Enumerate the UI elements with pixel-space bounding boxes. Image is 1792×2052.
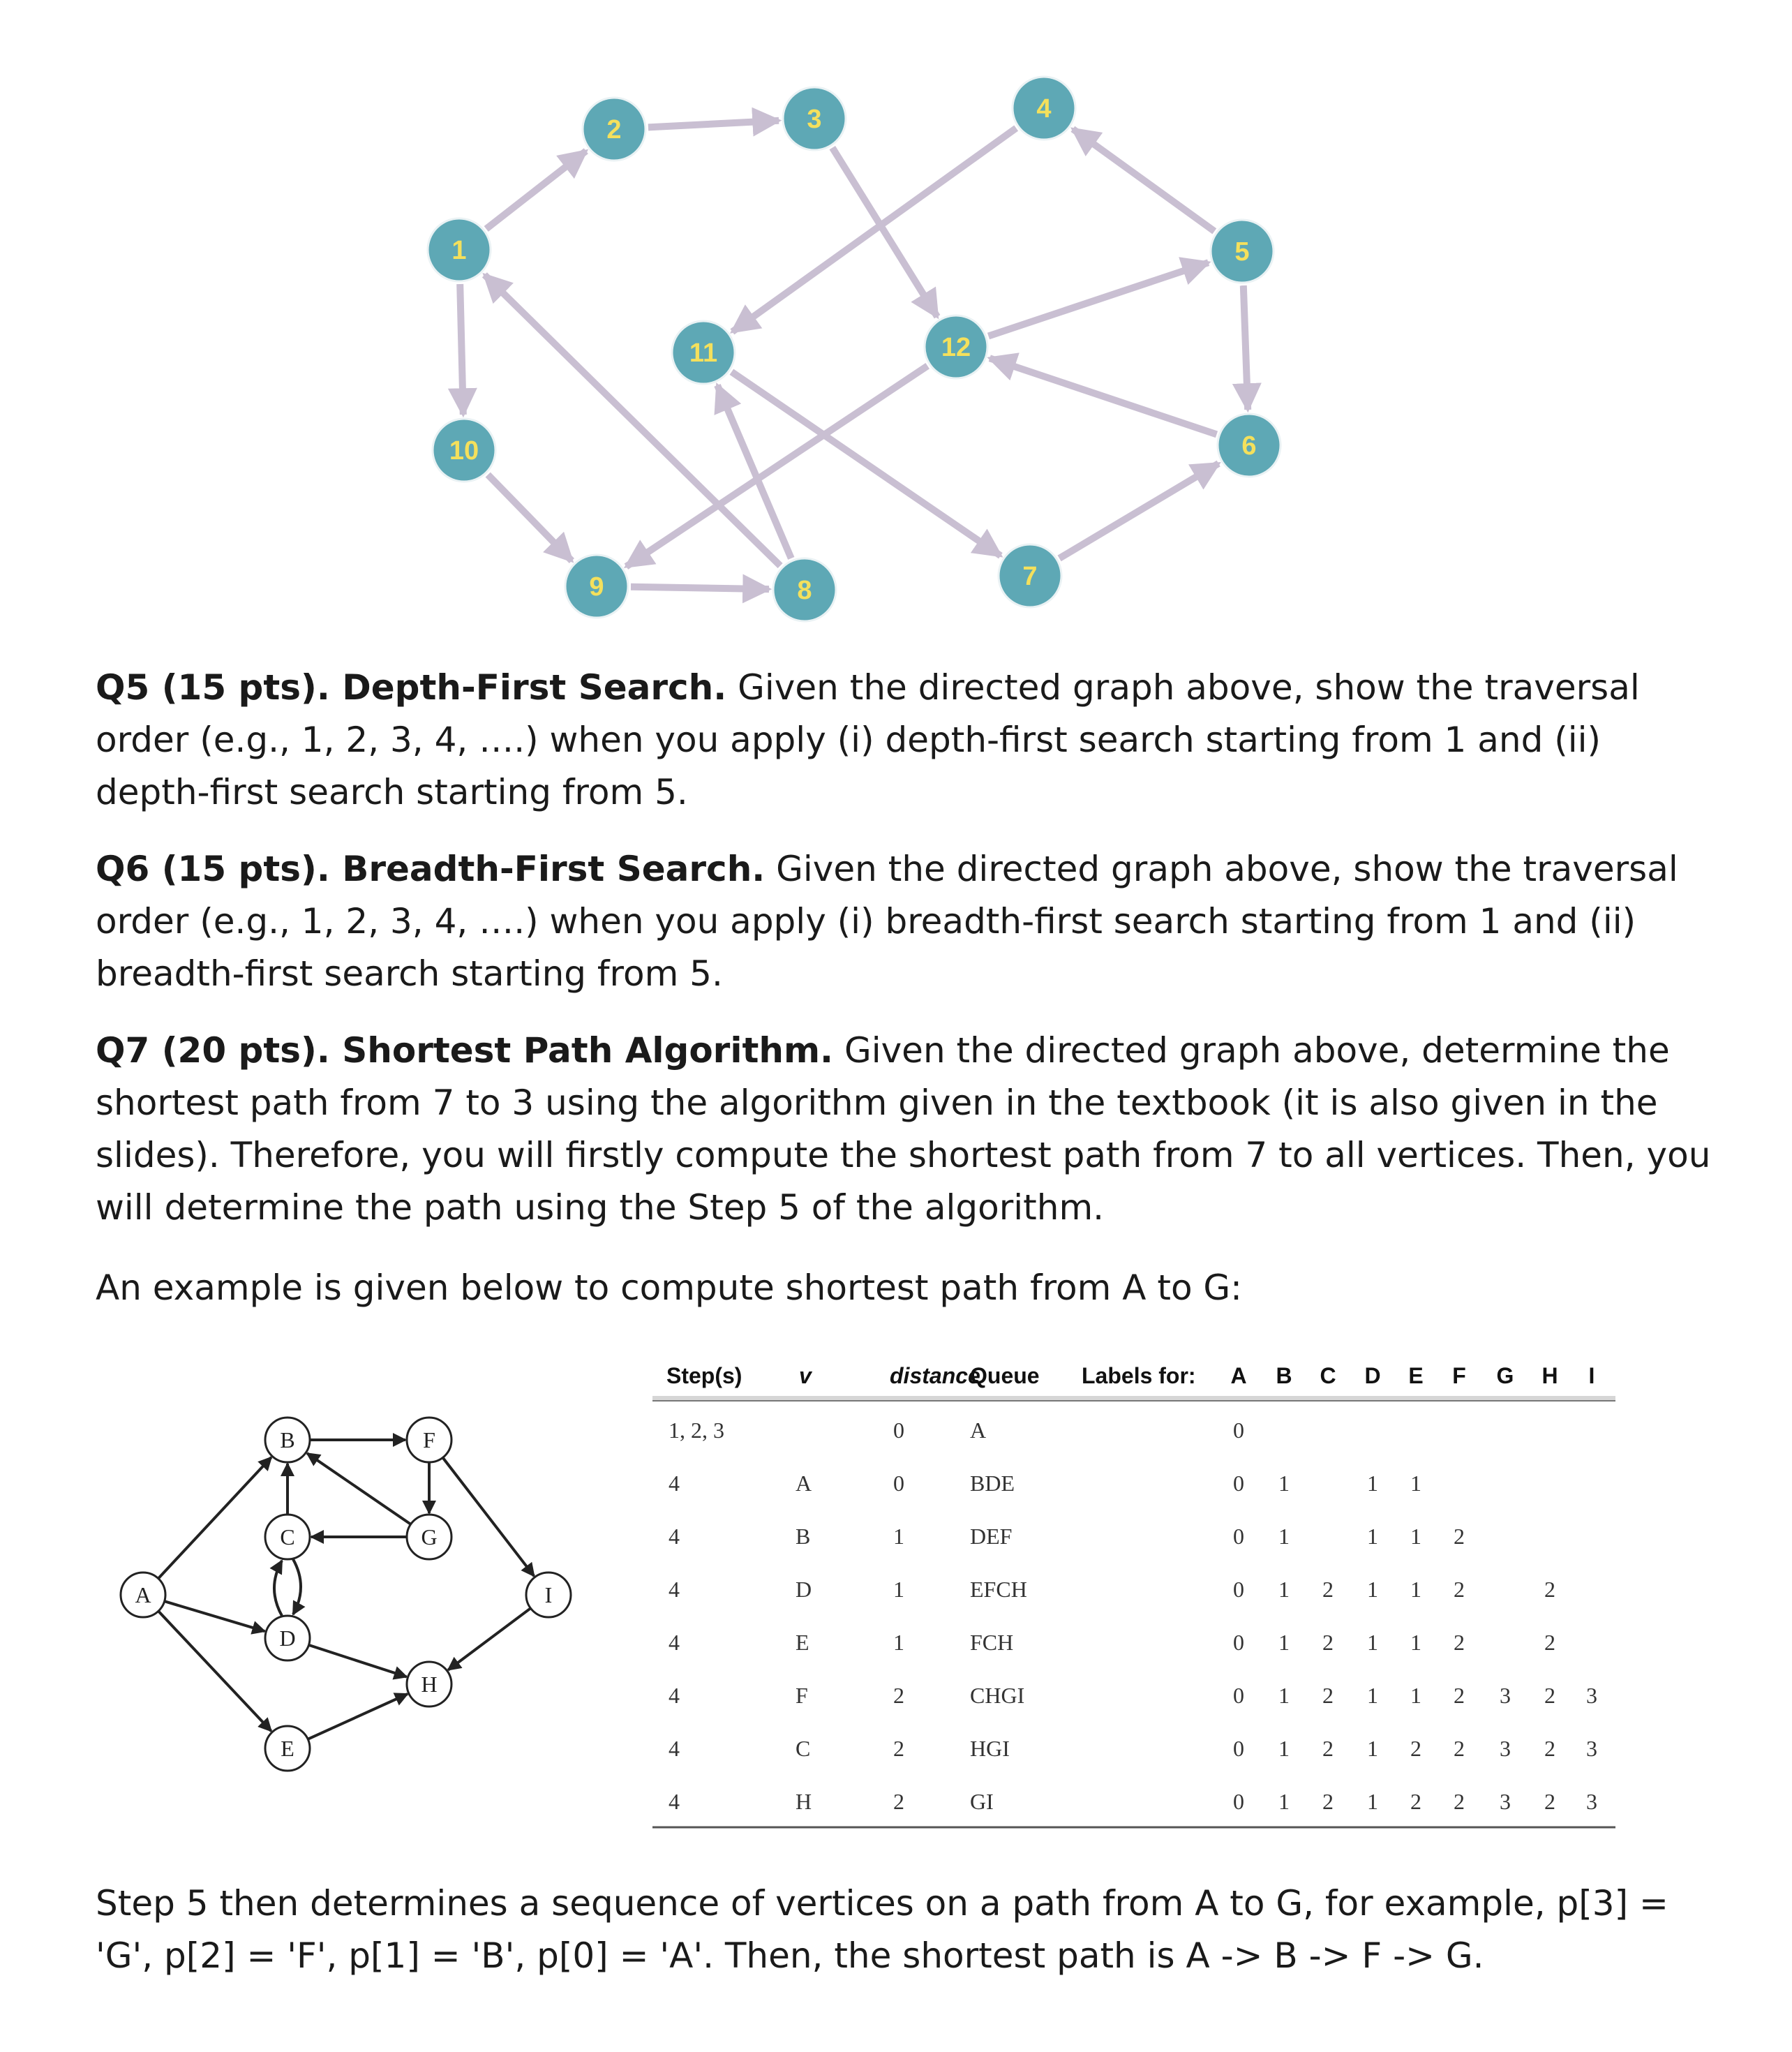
example-graph xyxy=(105,1385,579,1776)
header-vertex-C: C xyxy=(1320,1363,1336,1388)
graph-node-label: 12 xyxy=(941,333,971,362)
cell-label-F: 2 xyxy=(1454,1577,1465,1602)
graph-node-10 xyxy=(433,419,495,482)
edge-12-to-5 xyxy=(989,262,1209,336)
cell-label-A: 0 xyxy=(1233,1630,1244,1655)
cell-steps: 4 xyxy=(669,1471,680,1496)
cell-label-D: 1 xyxy=(1367,1577,1378,1602)
edge-4-to-11 xyxy=(732,128,1016,332)
example-node-label: F xyxy=(423,1427,435,1452)
q6-text: Given the directed graph above, show the traversal order (e.g., 1, 2, 3, 4, ….) when you apply (i) breadth-first search starting from 1 and (ii) breadth-first search starting from 5. xyxy=(96,849,1678,994)
example-edge-F-to-I xyxy=(443,1457,535,1576)
example-edge-G-to-B xyxy=(307,1453,410,1524)
edge-11-to-7 xyxy=(731,372,1001,556)
cell-label-A: 0 xyxy=(1233,1418,1244,1443)
cell-label-A: 0 xyxy=(1233,1789,1244,1814)
example-edge-E-to-H xyxy=(308,1694,408,1739)
cell-label-B: 1 xyxy=(1278,1577,1290,1602)
directed-graph-top xyxy=(0,0,1792,628)
edge-9-to-8 xyxy=(631,587,769,589)
cell-label-G: 3 xyxy=(1500,1736,1511,1761)
cell-label-B: 1 xyxy=(1278,1789,1290,1814)
graph-node-3 xyxy=(783,87,846,150)
cell-label-F: 2 xyxy=(1454,1736,1465,1761)
cell-distance: 2 xyxy=(893,1736,904,1761)
edge-2-to-3 xyxy=(648,121,779,128)
q7-heading: Q7 (20 pts). Shortest Path Algorithm. xyxy=(96,1030,834,1071)
cell-distance: 2 xyxy=(893,1683,904,1708)
example-node-label: H xyxy=(421,1672,438,1697)
cell-queue: EFCH xyxy=(970,1577,1027,1602)
table-row xyxy=(669,1630,1555,1655)
graph-node-label: 8 xyxy=(797,576,812,605)
table-row xyxy=(669,1471,1421,1496)
cell-queue: GI xyxy=(970,1789,994,1814)
example-node-G xyxy=(407,1515,451,1559)
cell-steps: 4 xyxy=(669,1630,680,1655)
cell-label-B: 1 xyxy=(1278,1524,1290,1549)
example-node-D xyxy=(265,1616,310,1660)
example-edge-D-to-H xyxy=(308,1645,406,1677)
cell-label-I: 3 xyxy=(1586,1789,1597,1814)
cell-steps: 4 xyxy=(669,1577,680,1602)
cell-label-H: 2 xyxy=(1544,1683,1555,1708)
cell-label-C: 2 xyxy=(1322,1683,1334,1708)
cell-queue: BDE xyxy=(970,1471,1015,1496)
cell-label-E: 1 xyxy=(1410,1577,1421,1602)
graph-node-label: 9 xyxy=(589,572,604,602)
cell-label-B: 1 xyxy=(1278,1683,1290,1708)
example-intro: An example is given below to compute shortest path from A to G: xyxy=(96,1267,1243,1308)
cell-label-C: 2 xyxy=(1322,1630,1334,1655)
cell-steps: 4 xyxy=(669,1683,680,1708)
header-vertex-A: A xyxy=(1230,1363,1247,1388)
example-edge-C-to-D xyxy=(293,1559,301,1614)
header-labels-for: Labels for: xyxy=(1082,1363,1196,1388)
example-node-label: D xyxy=(279,1626,296,1651)
edge-8-to-11 xyxy=(717,385,791,558)
cell-label-C: 2 xyxy=(1322,1736,1334,1761)
cell-label-H: 2 xyxy=(1544,1736,1555,1761)
example-node-label: C xyxy=(280,1524,295,1549)
cell-label-D: 1 xyxy=(1367,1630,1378,1655)
edge-1-to-2 xyxy=(486,151,586,229)
graph-node-8 xyxy=(773,558,836,621)
header-vertex-H: H xyxy=(1541,1363,1558,1388)
table-row xyxy=(669,1524,1465,1549)
q6-heading: Q6 (15 pts). Breadth-First Search. xyxy=(96,849,766,889)
example-edge-A-to-D xyxy=(165,1601,265,1631)
cell-label-G: 3 xyxy=(1500,1683,1511,1708)
cell-queue: HGI xyxy=(970,1736,1010,1761)
cell-v: B xyxy=(796,1524,811,1549)
graph-node-4 xyxy=(1013,77,1075,140)
cell-label-H: 2 xyxy=(1544,1630,1555,1655)
graph-node-11 xyxy=(672,321,735,384)
example-edge-D-to-C xyxy=(274,1561,282,1616)
edge-12-to-9 xyxy=(626,366,927,567)
q6-paragraph xyxy=(96,843,1715,1000)
example-node-label: A xyxy=(135,1582,151,1607)
example-node-H xyxy=(407,1662,451,1707)
cell-label-I: 3 xyxy=(1586,1683,1597,1708)
cell-label-D: 1 xyxy=(1367,1471,1378,1496)
cell-queue: DEF xyxy=(970,1524,1013,1549)
table-row xyxy=(669,1418,1244,1443)
example-node-E xyxy=(265,1726,310,1771)
table-row xyxy=(669,1577,1555,1602)
cell-distance: 2 xyxy=(893,1789,904,1814)
cell-queue: FCH xyxy=(970,1630,1014,1655)
header-distance: distance xyxy=(890,1363,980,1388)
example-node-label: I xyxy=(544,1582,553,1607)
cell-label-F: 2 xyxy=(1454,1630,1465,1655)
cell-steps: 1, 2, 3 xyxy=(669,1418,724,1443)
cell-label-B: 1 xyxy=(1278,1471,1290,1496)
example-edge-A-to-B xyxy=(158,1457,271,1579)
step5-paragraph: Step 5 then determines a sequence of vertices on a path from A to G, for example, p[3] = 'G', p[2] = 'F', p[1] = 'B', p[0] = 'A'. Then, the shortest path is A -> B -> F -> G. xyxy=(96,1883,1668,1976)
example-node-label: G xyxy=(421,1524,438,1549)
cell-v: E xyxy=(796,1630,809,1655)
cell-steps: 4 xyxy=(669,1736,680,1761)
cell-label-F: 2 xyxy=(1454,1683,1465,1708)
graph-node-label: 5 xyxy=(1234,237,1250,267)
cell-label-D: 1 xyxy=(1367,1683,1378,1708)
example-node-B xyxy=(265,1418,310,1462)
example-node-F xyxy=(407,1418,451,1462)
example-node-C xyxy=(265,1515,310,1559)
cell-label-A: 0 xyxy=(1233,1524,1244,1549)
header-queue: Queue xyxy=(970,1363,1040,1388)
table-row xyxy=(669,1736,1597,1761)
header-vertex-E: E xyxy=(1408,1363,1424,1388)
cell-label-F: 2 xyxy=(1454,1524,1465,1549)
header-vertex-F: F xyxy=(1452,1363,1466,1388)
q7-text: Given the directed graph above, determine the shortest path from 7 to 3 using the algorithm given in the textbook (it is also given in the slides). Therefore, you will firstly compute the shortest path from 7 to all vertices. Then, you will determine the path using the Step 5 of the algorithm. xyxy=(96,1030,1711,1228)
cell-label-E: 2 xyxy=(1410,1736,1421,1761)
cell-distance: 0 xyxy=(893,1471,904,1496)
shortest-path-table xyxy=(652,1347,1615,1830)
cell-label-E: 1 xyxy=(1410,1683,1421,1708)
edge-6-to-12 xyxy=(990,358,1216,434)
edge-5-to-6 xyxy=(1244,285,1248,410)
q5-paragraph xyxy=(96,662,1715,819)
cell-label-A: 0 xyxy=(1233,1471,1244,1496)
cell-distance: 1 xyxy=(893,1524,904,1549)
cell-v: D xyxy=(796,1577,812,1602)
graph-node-6 xyxy=(1218,414,1280,477)
graph-node-label: 6 xyxy=(1241,431,1257,461)
cell-label-E: 1 xyxy=(1410,1630,1421,1655)
cell-distance: 0 xyxy=(893,1418,904,1443)
header-vertex-B: B xyxy=(1276,1363,1292,1388)
cell-label-D: 1 xyxy=(1367,1789,1378,1814)
graph-node-7 xyxy=(999,544,1061,607)
header-vertex-G: G xyxy=(1496,1363,1514,1388)
example-node-I xyxy=(526,1573,571,1617)
cell-label-H: 2 xyxy=(1544,1789,1555,1814)
cell-label-D: 1 xyxy=(1367,1524,1378,1549)
edge-3-to-12 xyxy=(832,148,937,317)
cell-label-A: 0 xyxy=(1233,1577,1244,1602)
graph-node-5 xyxy=(1211,220,1274,283)
cell-distance: 1 xyxy=(893,1630,904,1655)
cell-label-C: 2 xyxy=(1322,1577,1334,1602)
graph-node-label: 7 xyxy=(1022,562,1038,591)
cell-steps: 4 xyxy=(669,1789,680,1814)
cell-label-D: 1 xyxy=(1367,1736,1378,1761)
cell-label-A: 0 xyxy=(1233,1683,1244,1708)
cell-label-E: 1 xyxy=(1410,1524,1421,1549)
cell-v: H xyxy=(796,1789,812,1814)
q5-text: Given the directed graph above, show the traversal order (e.g., 1, 2, 3, 4, ….) when you apply (i) depth-first search starting from 1 and (ii) depth-first search starting from 5. xyxy=(96,667,1640,812)
example-edge-I-to-H xyxy=(448,1608,530,1670)
header-steps: Step(s) xyxy=(666,1363,742,1388)
cell-label-B: 1 xyxy=(1278,1630,1290,1655)
q5-heading: Q5 (15 pts). Depth-First Search. xyxy=(96,667,727,708)
graph-node-label: 4 xyxy=(1036,94,1052,124)
cell-label-G: 3 xyxy=(1500,1789,1511,1814)
header-vertex-D: D xyxy=(1364,1363,1381,1388)
cell-v: C xyxy=(796,1736,811,1761)
cell-queue: CHGI xyxy=(970,1683,1025,1708)
table-row xyxy=(669,1789,1597,1814)
edge-5-to-4 xyxy=(1073,129,1214,231)
graph-node-label: 2 xyxy=(606,115,622,144)
graph-node-9 xyxy=(565,555,628,618)
cell-label-H: 2 xyxy=(1544,1577,1555,1602)
header-vertex-I: I xyxy=(1588,1363,1595,1388)
graph-node-label: 10 xyxy=(449,436,479,466)
cell-distance: 1 xyxy=(893,1577,904,1602)
cell-label-E: 2 xyxy=(1410,1789,1421,1814)
cell-label-C: 2 xyxy=(1322,1789,1334,1814)
graph-node-label: 1 xyxy=(451,236,467,265)
example-node-A xyxy=(121,1573,165,1617)
example-node-label: B xyxy=(280,1427,295,1452)
header-v: v xyxy=(799,1363,812,1388)
graph-node-label: 11 xyxy=(689,339,718,368)
cell-steps: 4 xyxy=(669,1524,680,1549)
cell-queue: A xyxy=(970,1418,987,1443)
graph-node-label: 3 xyxy=(807,105,822,134)
table-row xyxy=(669,1683,1597,1708)
edge-1-to-10 xyxy=(460,284,463,415)
cell-v: A xyxy=(796,1471,812,1496)
cell-label-I: 3 xyxy=(1586,1736,1597,1761)
edge-10-to-9 xyxy=(488,475,572,560)
cell-label-A: 0 xyxy=(1233,1736,1244,1761)
cell-label-B: 1 xyxy=(1278,1736,1290,1761)
cell-v: F xyxy=(796,1683,808,1708)
cell-label-F: 2 xyxy=(1454,1789,1465,1814)
graph-node-2 xyxy=(583,98,645,161)
q7-paragraph xyxy=(96,1025,1715,1234)
edge-7-to-6 xyxy=(1059,463,1218,558)
graph-node-12 xyxy=(925,315,987,378)
example-node-label: E xyxy=(281,1736,294,1761)
cell-label-E: 1 xyxy=(1410,1471,1421,1496)
graph-node-1 xyxy=(428,218,491,281)
